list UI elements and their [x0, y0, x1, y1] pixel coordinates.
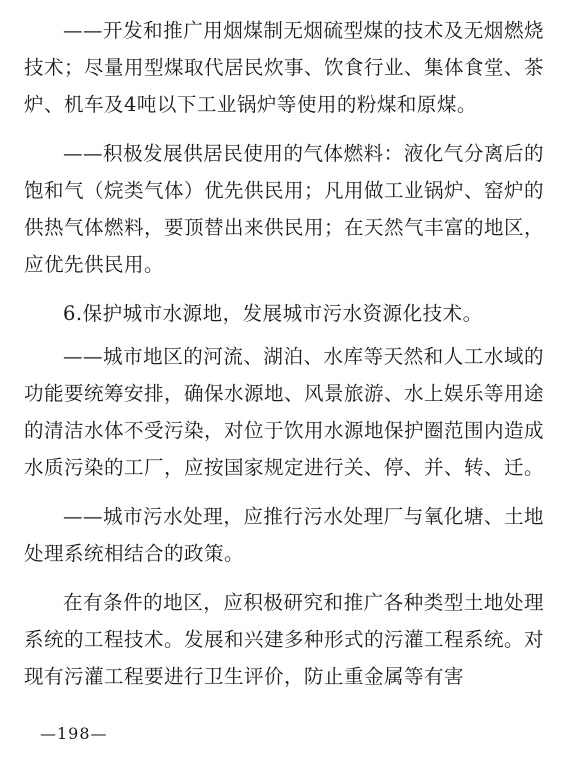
paragraph-land-treatment: 在有条件的地区，应积极研究和推广各种类型土地处理系统的工程技术。发展和兴建多种形式的污灌工程系统。对现有污灌工程要进行卫生评价，防止重金属等有害 [24, 591, 545, 688]
paragraph-urban-waters: ——城市地区的河流、湖泊、水库等天然和人工水域的功能要统筹安排，确保水源地、风景旅游、水上娱乐等用途的清洁水体不受污染，对位于饮用水源地保护圈范围内造成水质污染的工厂，应按国家规定进行关、停、并、转、迁。 [24, 345, 545, 479]
section-heading-water-source: 6.保护城市水源地，发展城市污水资源化技术。 [63, 302, 483, 325]
paragraph-briquette-technology: ——开发和推广用烟煤制无烟硫型煤的技术及无烟燃烧技术；尽量用型煤取代居民炊事、饮食行业、集体食堂、茶炉、机车及4吨以下工业锅炉等使用的粉煤和原煤。 [24, 19, 545, 116]
paragraph-sewage-treatment: ——城市污水处理，应推行污水处理厂与氧化塘、土地处理系统相结合的政策。 [24, 505, 544, 565]
page-number: —198— [40, 724, 108, 743]
paragraph-gas-fuel: ——积极发展供居民使用的气体燃料：液化气分离后的饱和气（烷类气体）优先供民用；凡用做工业锅炉、窑炉的供热气体燃料，要顶替出来供民用；在天然气丰富的地区，应优先供民用。 [24, 142, 545, 276]
